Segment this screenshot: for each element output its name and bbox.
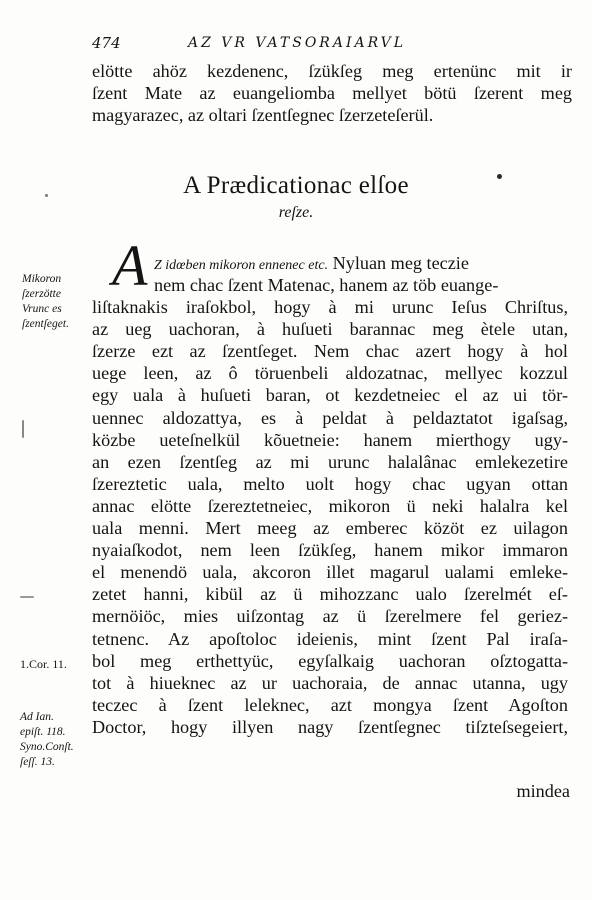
ink-speck xyxy=(45,194,48,197)
margin-note-line: epiſt. 118. xyxy=(20,726,66,738)
running-title: AZ VR VATSORAIARVL xyxy=(188,35,407,51)
text-line: annac elötte ſzereztetneiec, mikoron ü neki halalra kel xyxy=(92,495,568,516)
margin-note-line: ſeſſ. 13. xyxy=(20,756,55,768)
text-line: elötte ahöz kezdenenc, ſzükſeg meg ertenünc mit ir xyxy=(92,61,572,81)
text-line: mernöiöc, mies uiſzontag az ü ſzerelmere fel geriez- xyxy=(92,606,568,627)
text-line: liſtaknakis iraſokbol, hogy à mi urunc Ieſus Chriſtus, xyxy=(92,297,568,317)
text-line: nyaiaſkodot, nem leen ſzükſeg, hanem mikor immaron xyxy=(92,540,568,561)
text-line: zetet hanni, kibül az ü mihozzanc ualo ſzerelmét eſ- xyxy=(92,584,568,605)
text-line: tot à hiueknec az ur uachoraia, de annac utanna, ugy xyxy=(92,672,568,693)
section-subtitle: reſze. xyxy=(278,204,314,221)
text-line: an ezen ſzentſeg az mi urunc halalânac emlekezetire xyxy=(92,451,568,472)
text-line: ſzerze ezt az ſzentſeget. Nem chac azert hogy à hol xyxy=(92,341,568,362)
text-line: ſzereztetic uala, melto uolt hogy chac ugyan ottan xyxy=(92,473,568,494)
text-line: egy uala à huſueti baran, ot kezdetneiec el az ui tör- xyxy=(92,385,568,406)
ink-speck xyxy=(20,596,34,598)
drop-cap: A xyxy=(112,233,148,298)
opening-italic: Z idœben mikoron ennenec etc. xyxy=(154,258,329,273)
opening-line-2: nem chac ſzent Matenac, hanem az töb euange- xyxy=(154,275,499,295)
margin-note-line: Mikoron xyxy=(22,273,62,285)
opening-rest: Nyluan meg teczie xyxy=(332,253,469,273)
margin-note-line: ſzentſeget. xyxy=(22,318,69,330)
text-line: magyarazec, az oltari ſzentſegnec ſzerzeteſerül. xyxy=(92,105,434,125)
text-line: közbe ueteſnelkül kõuetneie: hanem mierthogy ugy- xyxy=(92,429,568,450)
ink-speck xyxy=(22,420,24,438)
section-title: A Prædicationac elſoe xyxy=(183,172,409,199)
catchword: mindea xyxy=(516,781,570,801)
text-line: el menendö uala, akcoron illet magarul ualami emleke- xyxy=(92,562,568,583)
text-line: teczec à ſzent leleknec, azt mongya ſzent Agoſton xyxy=(92,694,568,715)
margin-note-mikoron xyxy=(22,272,69,332)
margin-note-line: ſzerzötte xyxy=(22,288,61,300)
text-line: Doctor, hogy illyen nagy ſzentſegnec tiſzteſsegeiert, xyxy=(92,716,568,737)
margin-note-line: Vrunc es xyxy=(22,303,62,315)
margin-note-line: Syno.Conſt. xyxy=(20,741,74,753)
page-number: 474 xyxy=(92,34,121,52)
ink-speck xyxy=(497,174,502,179)
margin-note-line: Ad Ian. xyxy=(20,711,54,723)
text-line: tetnenc. Az apoſtoloc ideienis, mint ſzent Pal iraſa- xyxy=(92,628,568,649)
margin-note-augustine xyxy=(20,710,74,770)
text-line: uennec aldozattya, es à peldat à peldaztatot igaſsag, xyxy=(92,407,568,428)
text-line: bol meg erthettyüc, egyſalkaig uachoran oſztogatta- xyxy=(92,650,568,671)
text-line: uege leen, az ô töruenbeli aldozatnac, mellyec kozzul xyxy=(92,363,568,384)
text-line: az ueg uachoran, à huſueti barannac meg ètele utan, xyxy=(92,319,568,340)
text-line: ſzent Mate az euangeliomba mellyet bötü ſzerent meg xyxy=(92,83,572,103)
text-line: uala menni. Mert meeg az emberec közöt ez uilagon xyxy=(92,518,568,538)
page-header xyxy=(86,34,566,54)
margin-note-corinthians: 1.Cor. 11. xyxy=(20,657,67,671)
